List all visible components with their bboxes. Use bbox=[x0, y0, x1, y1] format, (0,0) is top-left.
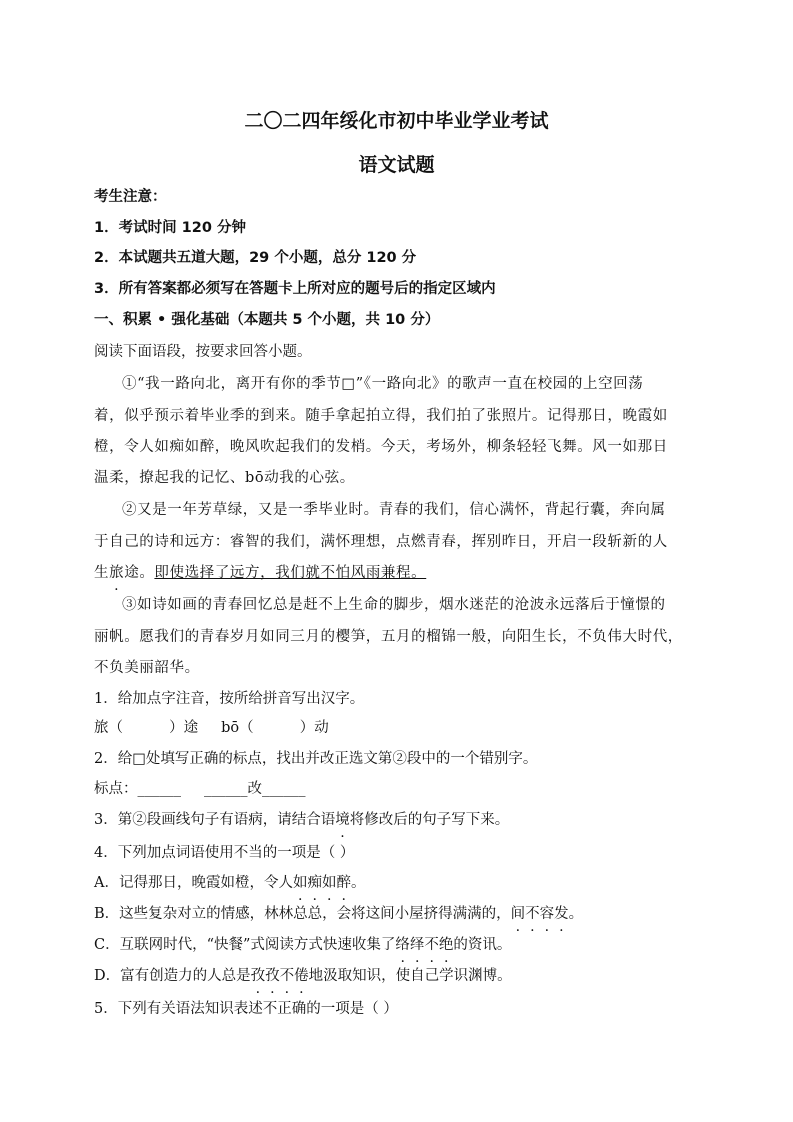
dotted-char: 不 bbox=[525, 906, 540, 922]
option-text: C．互联网时代，“快餐”式阅读方式快速收集了 bbox=[94, 937, 396, 953]
question-2: 2．给□处填写正确的标点，找出并改正选文第②段中的一个错别字。 bbox=[94, 751, 538, 767]
option-text: 。 bbox=[568, 906, 584, 922]
dotted-char: 醉 bbox=[336, 875, 351, 891]
passage-line: 于自己的诗和远方：睿智的我们，满怀理想，点燃青春，挥别昨日，开启一段斩新的人 bbox=[94, 534, 668, 550]
option-text: A．记得那日，晚霞如橙，令人 bbox=[94, 875, 293, 891]
question-text: 将修改后的句子写下来。 bbox=[349, 812, 510, 828]
dotted-char: 痴 bbox=[307, 875, 322, 891]
dotted-char: 孜 bbox=[265, 968, 280, 984]
dotted-char: 倦 bbox=[294, 968, 309, 984]
option-text: B．这些复杂对立的情感，林林总总，会将这间小屋挤得满满的， bbox=[94, 906, 511, 922]
section-instruction: 阅读下面语段，按要求回答小题。 bbox=[94, 344, 312, 360]
dotted-char: 孜 bbox=[250, 968, 266, 984]
notice-item: 1．考试时间 120 分钟 bbox=[94, 220, 246, 236]
notice-item: 2．本试题共五道大题，29 个小题，总分 120 分 bbox=[94, 250, 417, 266]
question-2-answer-blanks[interactable]: 标点：______ ______改______ bbox=[94, 781, 306, 797]
passage-line bbox=[94, 563, 426, 583]
dotted-char: 不 bbox=[279, 968, 295, 984]
option-text: 的资讯。 bbox=[453, 937, 512, 953]
section-heading: 一、积累 • 强化基础（本题共 5 个小题，共 10 分） bbox=[94, 312, 440, 328]
passage-text: 生 bbox=[94, 565, 110, 581]
dotted-char: 容 bbox=[539, 906, 555, 922]
dotted-char: 境 bbox=[335, 812, 350, 828]
dotted-char: 间 bbox=[510, 906, 526, 922]
passage-line: 不负美丽韶华。 bbox=[94, 660, 200, 676]
question-1: 1．给加点字注音，按所给拼音写出汉字。 bbox=[94, 691, 365, 707]
passage-line: ②又是一年芳草绿，又是一季毕业时。青春的我们，信心满怀，背起行囊，奔向属 bbox=[122, 502, 666, 518]
dotted-char: 发 bbox=[554, 906, 569, 922]
dotted-char: 绝 bbox=[438, 937, 454, 953]
passage-line: 橙，令人如痴如醉，晚风吹起我们的发梢。今天，考场外，柳条轻轻飞舞。风一如那日 bbox=[94, 439, 668, 455]
exam-title: 二〇二四年绥化市初中毕业学业考试 bbox=[244, 110, 549, 132]
dotted-char: 不 bbox=[424, 937, 439, 953]
option-text: 地汲取知识，使自己学识渊博。 bbox=[308, 968, 512, 984]
passage-line: ①“我一路向北，离开有你的季节□”《一路向北》的歌声一直在校园的上空回荡 bbox=[122, 376, 644, 392]
option-text: D．富有创造力的人总是 bbox=[94, 968, 251, 984]
option-text: 。 bbox=[350, 875, 366, 891]
question-5: 5．下列有关语法知识表述不正确的一项是（ ） bbox=[94, 1001, 398, 1017]
dotted-char: 络 bbox=[395, 937, 410, 953]
dotted-char: 如 bbox=[292, 875, 308, 891]
question-4-option-d[interactable] bbox=[94, 966, 512, 986]
passage-text: 途。 bbox=[124, 565, 155, 581]
question-3 bbox=[94, 810, 509, 830]
question-4-option-c[interactable] bbox=[94, 935, 511, 955]
passage-line: 着，似乎预示着毕业季的到来。随手拿起拍立得，我们拍了张照片。记得那日，晚霞如 bbox=[94, 408, 668, 424]
dotted-char: 如 bbox=[321, 875, 337, 891]
question-1-answer-blanks[interactable]: 旅（ ）途 bō（ ）动 bbox=[94, 720, 329, 736]
question-4-option-a[interactable] bbox=[94, 873, 365, 893]
underlined-sentence: 即使选择了远方，我们就不怕风雨兼程。 bbox=[154, 565, 427, 581]
dotted-char: 旅 bbox=[109, 565, 125, 581]
notice-item: 3．所有答案都必须写在答题卡上所对应的题号后的指定区域内 bbox=[94, 281, 496, 297]
question-4: 4．下列加点词语使用不当的一项是（ ） bbox=[94, 845, 355, 861]
question-4-option-b[interactable] bbox=[94, 904, 583, 924]
passage-line: ③如诗如画的青春回忆总是赶不上生命的脚步，烟水迷茫的沧波永远落后于憧憬的 bbox=[122, 597, 666, 613]
passage-line: 丽帆。愿我们的青春岁月如同三月的樱笋，五月的榴锦一般，向阳生长，不负伟大时代， bbox=[94, 629, 683, 645]
question-text: 3．第②段画线句子有语病，请结合语 bbox=[94, 812, 336, 828]
dotted-char: 绎 bbox=[409, 937, 425, 953]
exam-subtitle: 语文试题 bbox=[358, 154, 435, 176]
notice-heading: 考生注意： bbox=[94, 189, 167, 205]
passage-line: 温柔，撩起我的记忆、bō动我的心弦。 bbox=[94, 470, 355, 486]
